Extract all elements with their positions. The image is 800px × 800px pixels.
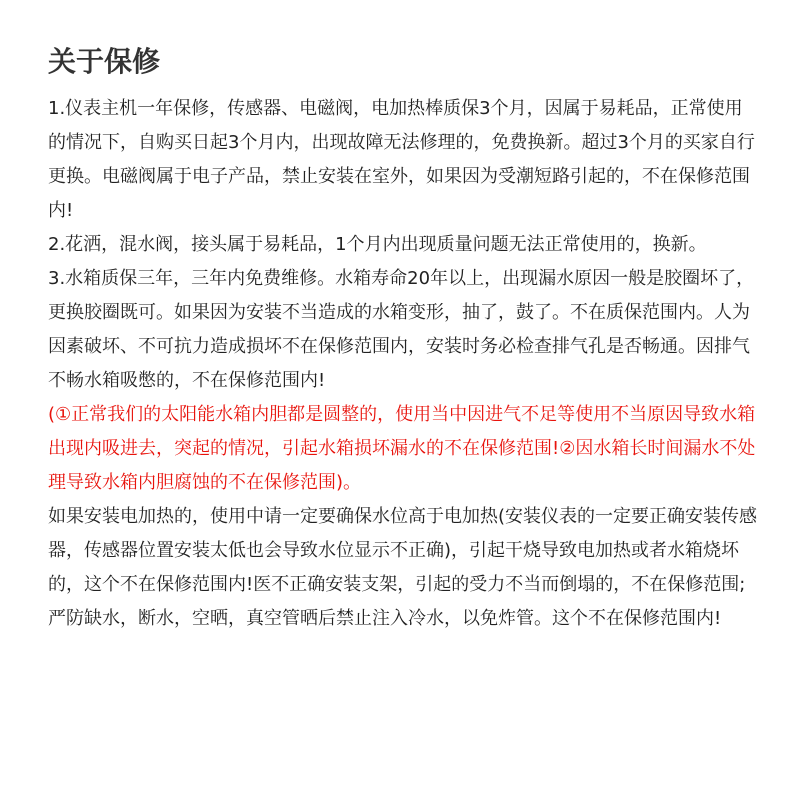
page-title: 关于保修	[48, 45, 161, 78]
paragraph-shower-valve-warranty: 2.花洒，混水阀，接头属于易耗品，1个月内出现质量问题无法正常使用的，换新。	[48, 234, 707, 255]
paragraph-tank-exclusions-warning: (①正常我们的太阳能水箱内胆都是圆整的，使用当中因进气不足等使用不当原因导致水箱出现内吸进去，突起的情况，引起水箱损坏漏水的不在保修范围!②因水箱长时间漏水不处理导致水箱内胆腐蚀的不在保修范围)。	[48, 404, 756, 493]
warranty-document	[48, 38, 760, 636]
paragraph-water-tank-warranty: 3.水箱质保三年，三年内免费维修。水箱寿命20年以上，出现漏水原因一般是胶圈坏了，更换胶圈既可。如果因为安装不当造成的水箱变形，抽了，鼓了。不在质保范围内。人为因素破坏、不可抗力造成损坏不在保修范围内，安装时务必检查排气孔是否畅通。因排气不畅水箱吸憋的，不在保修范围内!	[48, 268, 755, 391]
paragraph-electric-heating-notice: 如果安装电加热的，使用中请一定要确保水位高于电加热(安装仪表的一定要正确安装传感器，传感器位置安装太低也会导致水位显示不正确)，引起干烧导致电加热或者水箱烧坏的，这个不在保修范围内!医不正确安装支架，引起的受力不当而倒塌的，不在保修范围;严防缺水，断水，空晒，真空管晒后禁止注入冷水，以免炸管。这个不在保修范围内!	[48, 506, 758, 629]
paragraph-instrument-warranty: 1.仪表主机一年保修，传感器、电磁阀，电加热棒质保3个月，因属于易耗品，正常使用的情况下，自购买日起3个月内，出现故障无法修理的，免费换新。超过3个月的买家自行更换。电磁阀属于电子产品，禁止安装在室外，如果因为受潮短路引起的，不在保修范围内!	[48, 98, 755, 221]
